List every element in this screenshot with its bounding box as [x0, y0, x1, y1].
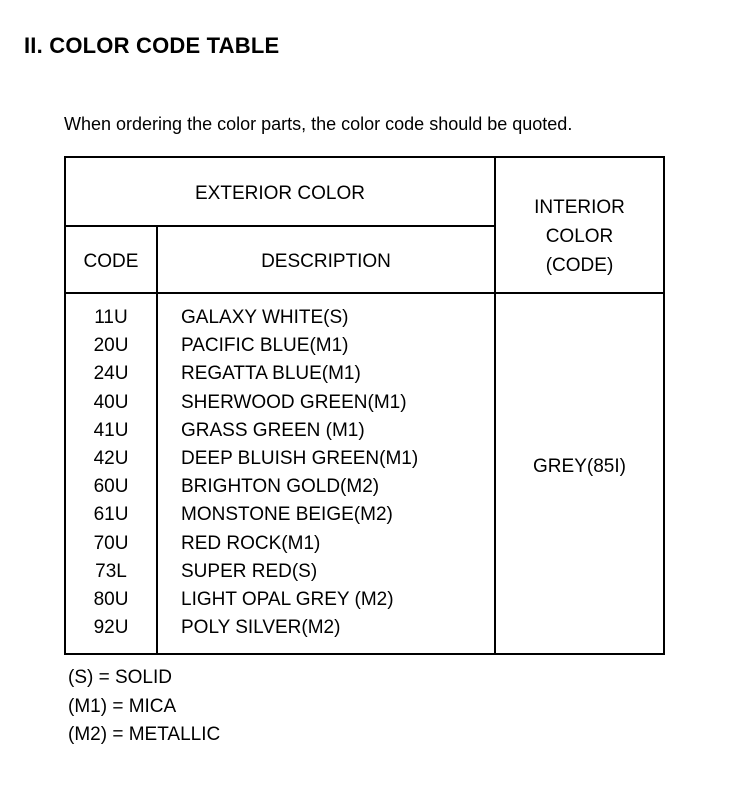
legend-item: (M1) = MICA	[68, 695, 177, 717]
color-description-cell: MONSTONE BEIGE(M2)	[181, 504, 393, 526]
interior-header-line: COLOR	[545, 226, 614, 247]
exterior-color-header: EXTERIOR COLOR	[195, 183, 365, 204]
table-row	[66, 614, 494, 642]
color-description-cell: RED ROCK(M1)	[181, 532, 321, 554]
legend-item: (S) = SOLID	[68, 667, 172, 688]
color-code-cell: 70U	[93, 532, 129, 554]
color-code-cell: 40U	[93, 391, 129, 413]
color-description-cell: REGATTA BLUE(M1)	[181, 363, 361, 385]
color-code-cell: 42U	[93, 448, 129, 470]
code-header: CODE	[83, 251, 139, 272]
table-row	[66, 360, 494, 388]
table-row	[66, 332, 494, 360]
intro-text: When ordering the color parts, the color code should be quoted.	[64, 114, 573, 134]
color-description-cell: DEEP BLUISH GREEN(M1)	[181, 448, 419, 470]
description-header: DESCRIPTION	[261, 251, 391, 272]
finish-legend	[68, 664, 220, 750]
table-row	[66, 445, 494, 473]
interior-header-line: INTERIOR	[534, 197, 625, 218]
color-code-cell: 92U	[93, 617, 129, 639]
color-description-cell: GRASS GREEN (M1)	[181, 419, 365, 441]
table-row	[66, 417, 494, 445]
table-row	[66, 586, 494, 614]
color-code-cell: 73L	[95, 560, 127, 582]
color-description-cell: SUPER RED(S)	[181, 560, 318, 582]
table-row	[66, 501, 494, 529]
color-description-cell: PACIFIC BLUE(M1)	[181, 335, 349, 357]
color-code-table	[64, 156, 665, 655]
color-code-cell: 24U	[93, 363, 129, 385]
table-row	[66, 304, 494, 332]
color-description-cell: GALAXY WHITE(S)	[181, 307, 349, 329]
page-title: II. COLOR CODE TABLE	[24, 33, 280, 58]
color-code-cell: 41U	[93, 419, 129, 441]
color-description-cell: LIGHT OPAL GREY (M2)	[181, 588, 394, 610]
header-bottom-divider	[66, 292, 663, 294]
color-code-cell: 60U	[93, 476, 129, 498]
table-row	[66, 473, 494, 501]
color-description-cell: SHERWOOD GREEN(M1)	[181, 391, 407, 413]
color-code-cell: 61U	[93, 504, 129, 526]
color-description-cell: POLY SILVER(M2)	[181, 617, 341, 639]
color-code-cell: 11U	[94, 307, 128, 329]
table-row	[66, 558, 494, 586]
table-row	[66, 389, 494, 417]
interior-color-header	[496, 193, 663, 280]
legend-item: (M2) = METALLIC	[68, 724, 221, 745]
interior-header-line: (CODE)	[545, 255, 614, 276]
color-code-cell: 20U	[93, 335, 129, 357]
color-code-cell: 80U	[93, 588, 129, 610]
exterior-header-divider	[66, 225, 494, 227]
table-row	[66, 530, 494, 558]
table-body	[66, 304, 494, 642]
color-description-cell: BRIGHTON GOLD(M2)	[181, 476, 380, 498]
interior-color-value: GREY(85I)	[533, 456, 626, 477]
